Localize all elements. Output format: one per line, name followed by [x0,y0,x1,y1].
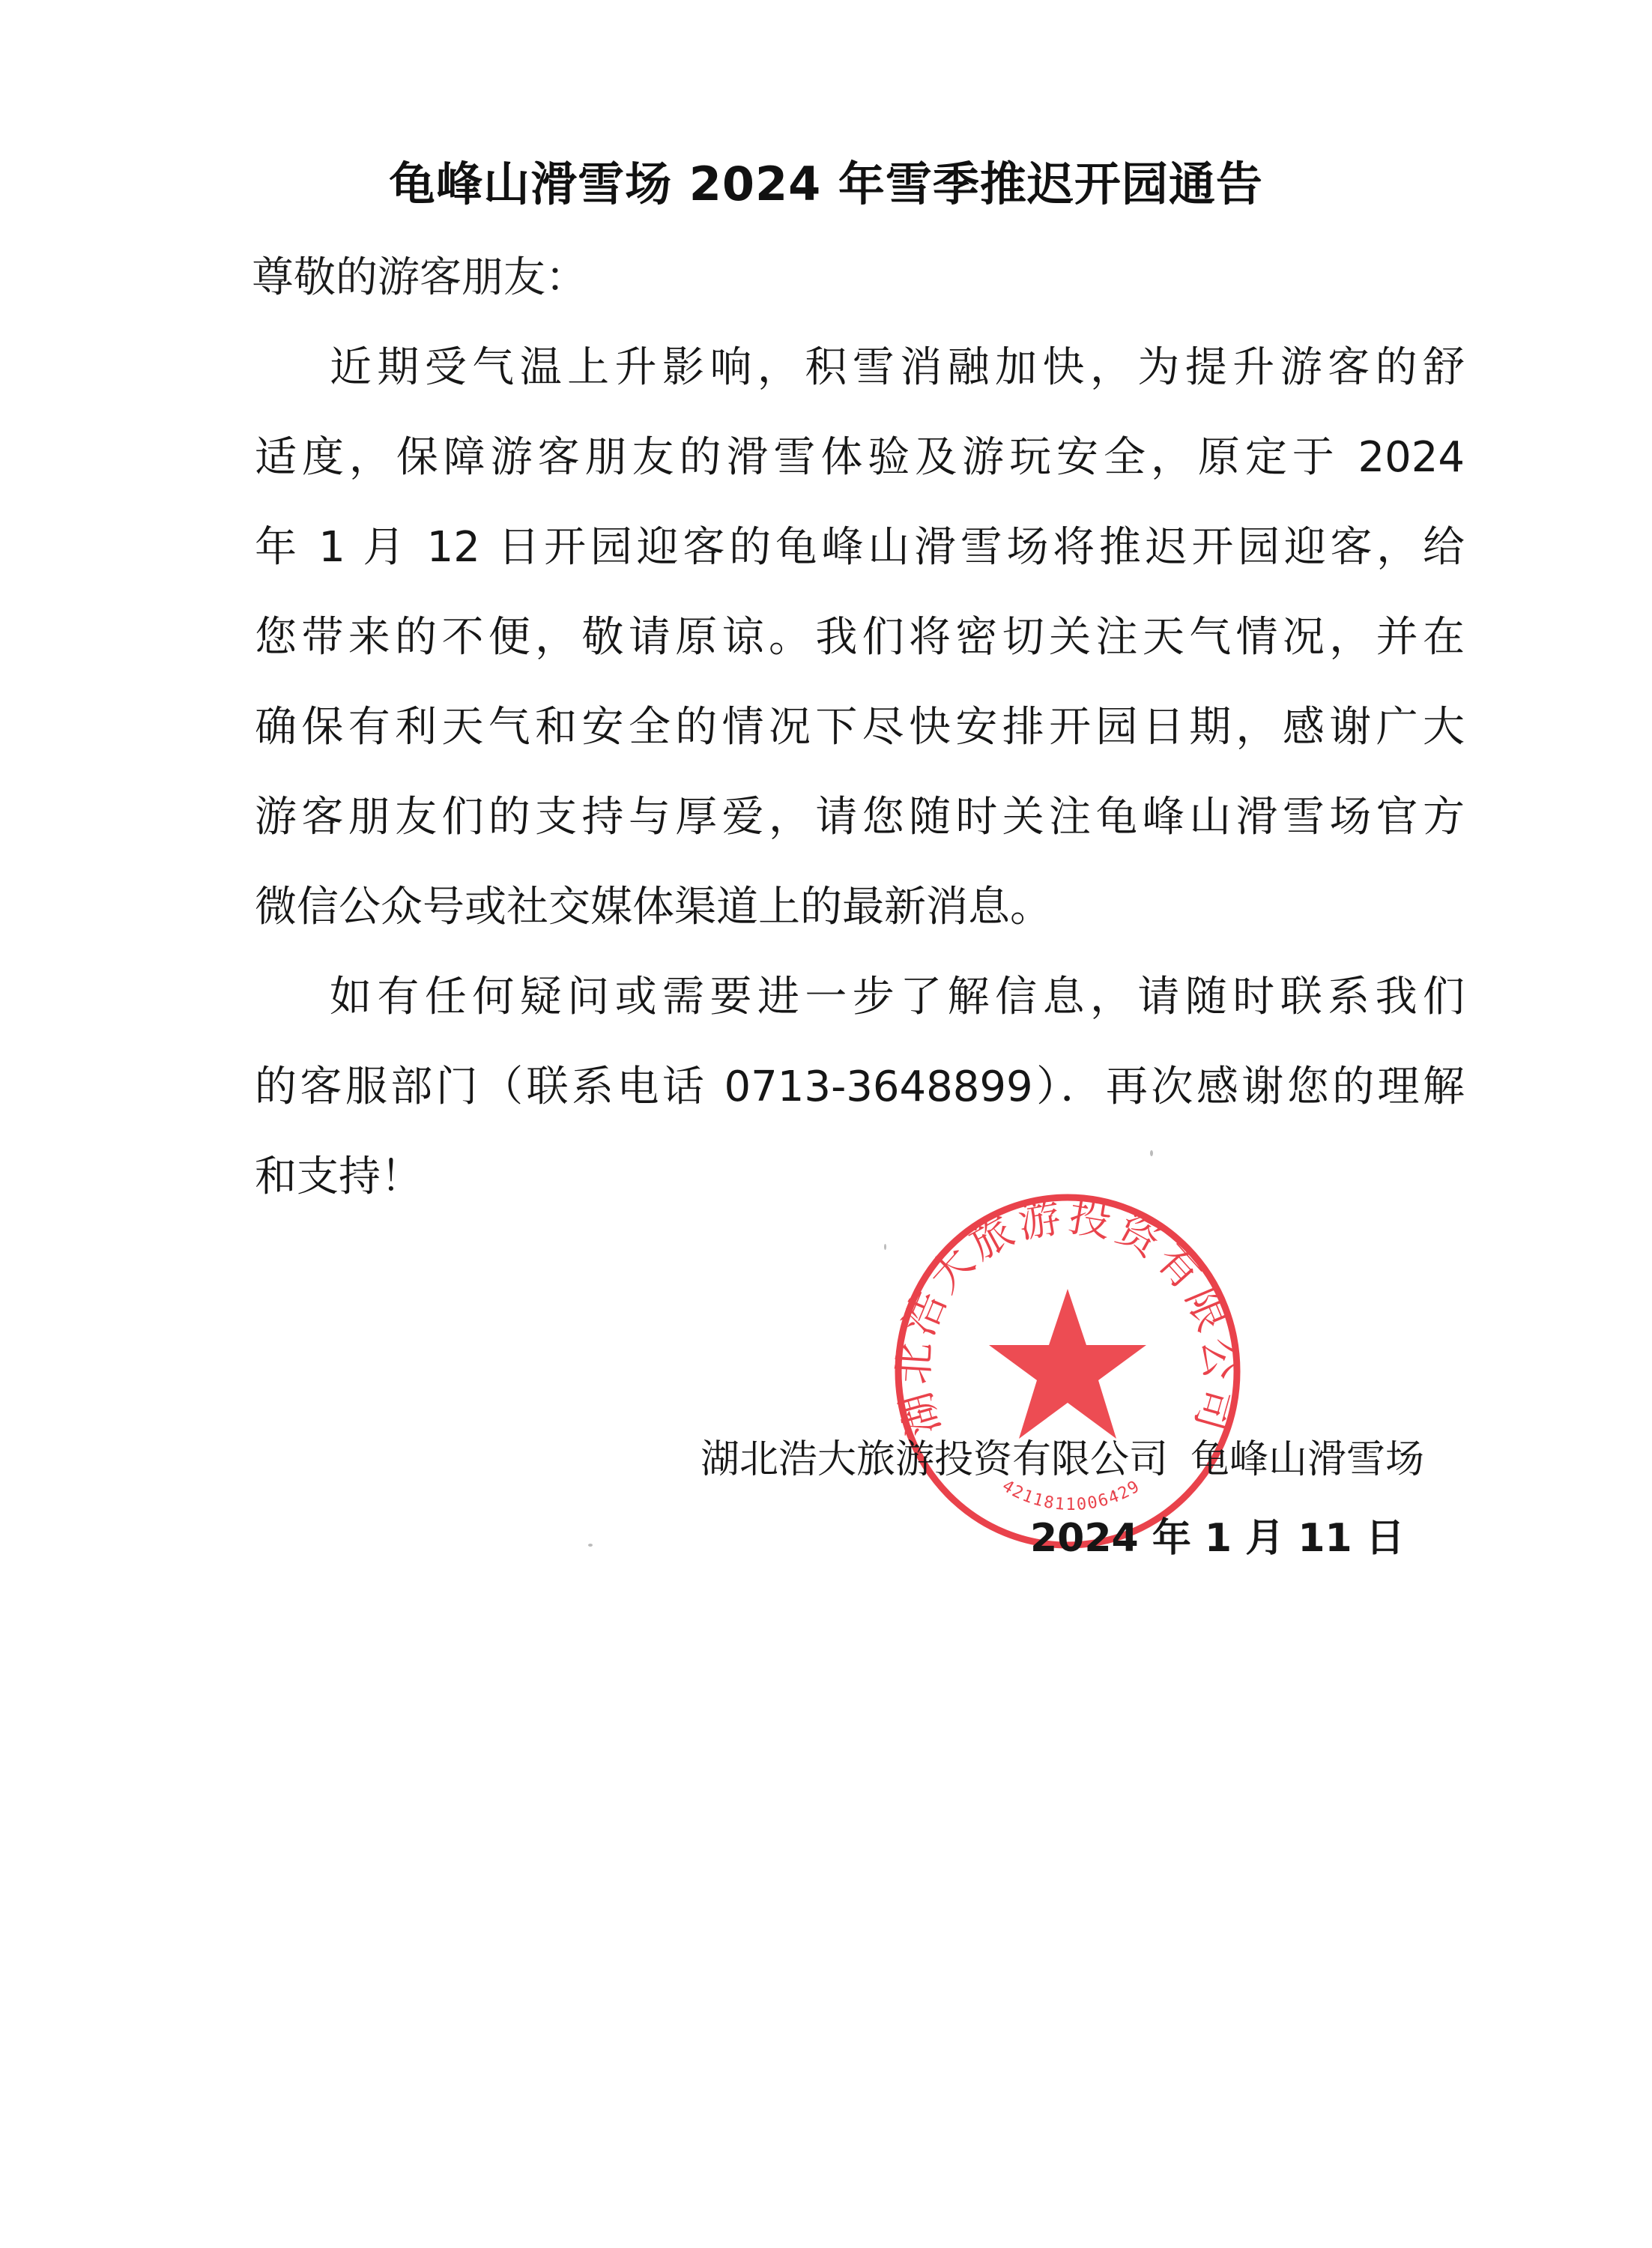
scan-speck [884,1244,886,1250]
seal-ring-text: 湖北浩大旅游投资有限公司 [889,1192,1245,1441]
salutation: 尊敬的游客朋友： [252,253,587,302]
official-seal [888,1191,1247,1551]
signature-company: 湖北浩大旅游投资有限公司 [701,1437,1169,1482]
paragraph-line: 的客服部门（联系电话 0713-3648899）．再次感谢您的理解 [255,1063,1465,1111]
paragraph-line: 您带来的不便，敬请原谅。我们将密切关注天气情况，并在 [255,613,1465,662]
paragraph-line: 近期受气温上升影响，积雪消融加快，为提升游客的舒 [330,343,1465,392]
notice-date: 2024 年 1 月 11 日 [1030,1516,1405,1561]
star-icon [989,1289,1146,1439]
paragraph-line: 适度，保障游客朋友的滑雪体验及游玩安全，原定于 2024 [255,433,1465,482]
paragraph-line: 如有任何疑问或需要进一步了解信息，请随时联系我们 [330,973,1465,1021]
paragraph-line: 微信公众号或社交媒体渠道上的最新消息。 [255,883,1052,931]
scan-speck [588,1544,593,1547]
signature-line [701,1427,1424,1484]
notice-title: 龟峰山滑雪场 2024 年雪季推迟开园通告 [389,157,1263,211]
signature-venue: 龟峰山滑雪场 [1190,1437,1425,1482]
seal-serial-number: 4211811006429 [999,1476,1144,1514]
paragraph-line: 确保有利天气和安全的情况下尽快安排开园日期，感谢广大 [255,703,1465,752]
paragraph-line: 和支持！ [255,1152,423,1201]
paragraph-line: 年 1 月 12 日开园迎客的龟峰山滑雪场将推迟开园迎客，给 [255,523,1465,572]
paragraph-line: 游客朋友们的支持与厚爱，请您随时关注龟峰山滑雪场官方 [255,793,1465,842]
scan-speck [1150,1150,1153,1156]
